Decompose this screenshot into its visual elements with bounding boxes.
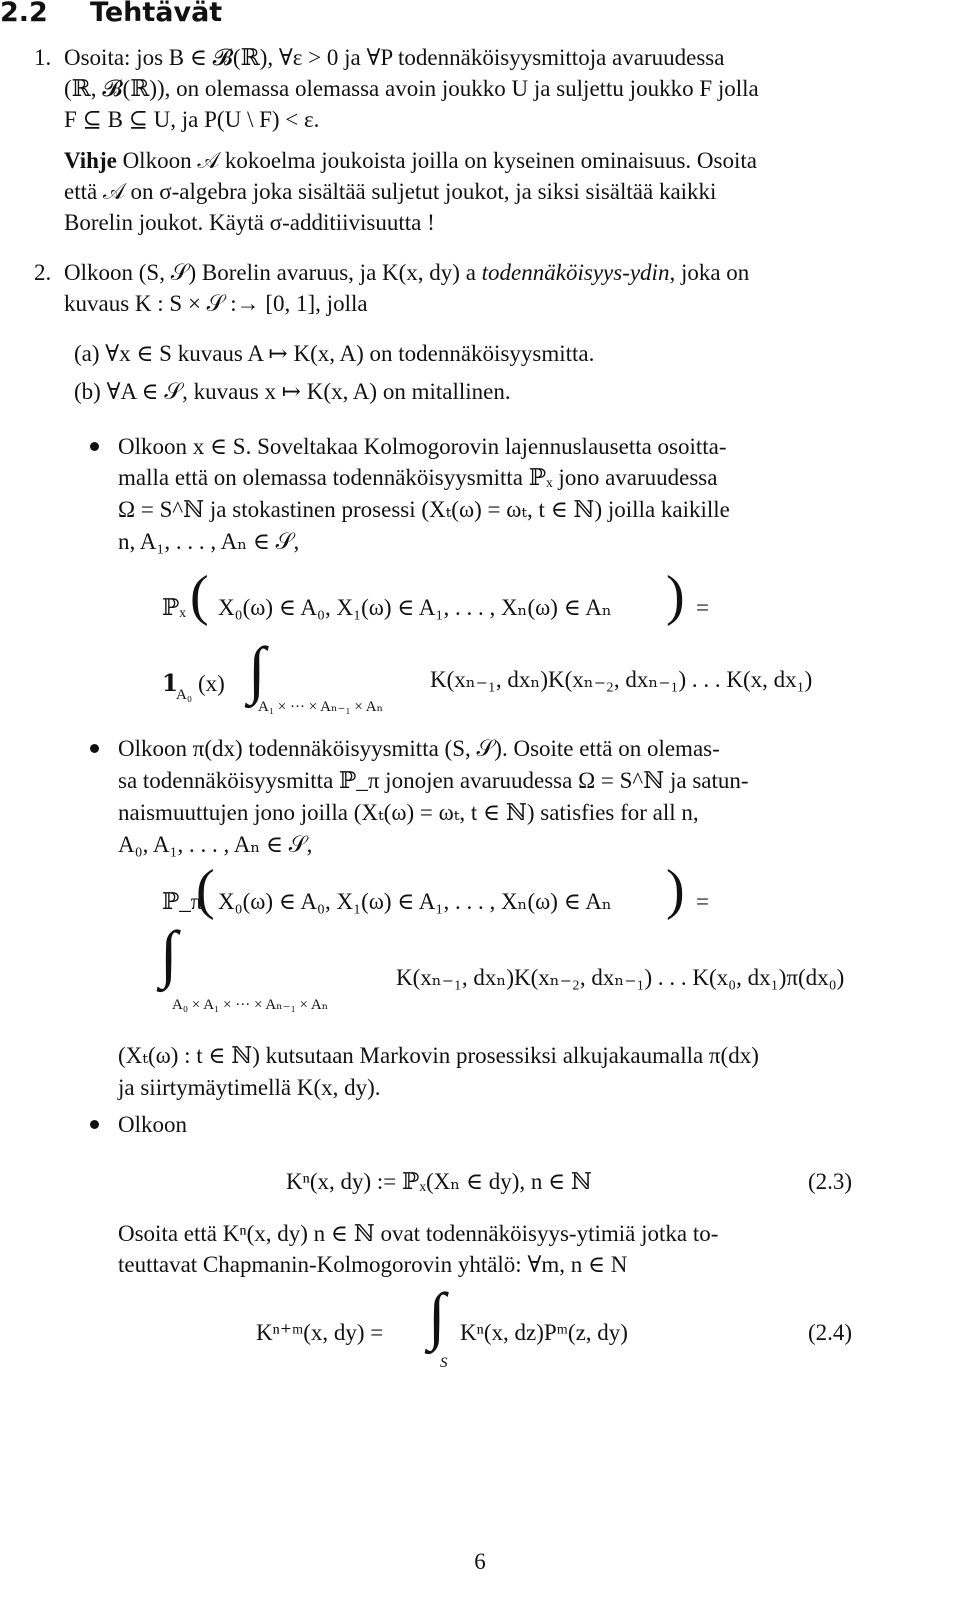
eq4-integral-domain: S xyxy=(440,1355,448,1371)
bullet2-line-1: Olkoon π(dx) todennäköisyysmitta (S, 𝒮). Osoite että on olemas- xyxy=(118,736,720,761)
eq2-equals: = xyxy=(696,889,709,914)
task1-hint-line-1 xyxy=(64,145,757,176)
task2-line-1 xyxy=(64,257,749,288)
section-number: 2.2 xyxy=(0,0,48,28)
eq2-right-paren: ) xyxy=(666,859,685,921)
eq2-integral-domain: A₀ × A₁ × ··· × Aₙ₋₁ × Aₙ xyxy=(172,997,329,1013)
markov-line-1: (Xₜ(ω) : t ∈ ℕ) kutsutaan Markovin prosessiksi alkujakaumalla π(dx) xyxy=(118,1043,759,1068)
markov-line-2: ja siirtymäytimellä K(x, dy). xyxy=(118,1075,381,1100)
bullet-3 xyxy=(90,1120,99,1129)
bullet1-line-1: Olkoon x ∈ S. Soveltakaa Kolmogorovin lajennuslausetta osoitta- xyxy=(118,434,727,459)
task2-item-b: (b) ∀A ∈ 𝒮, kuvaus x ↦ K(x, A) on mitallinen. xyxy=(74,379,511,404)
eq1-equals: = xyxy=(696,595,709,620)
eq1-indicator-arg: (x) xyxy=(198,671,225,696)
eq4-integral-sign: ∫ xyxy=(428,1280,446,1351)
eq2-integrand: K(xₙ₋₁, dxₙ)K(xₙ₋₂, dxₙ₋₁) . . . K(x₀, dx₁)π(dx₀) xyxy=(396,965,845,990)
task1-hint-line-3: Borelin joukot. Käytä σ-additiivisuutta ! xyxy=(64,210,435,235)
after-eq3-line-1: Osoita että Kⁿ(x, dy) n ∈ ℕ ovat todennäköisyys-ytimiä jotka to- xyxy=(118,1221,719,1246)
eq4-number: (2.4) xyxy=(808,1320,853,1345)
section-title: Tehtävät xyxy=(90,0,223,28)
bullet3-text: Olkoon xyxy=(118,1112,187,1137)
after-eq3-line-2: teuttavat Chapmanin-Kolmogorovin yhtälö: ∀m, n ∈ N xyxy=(118,1252,628,1277)
eq4-lhs: Kⁿ⁺ᵐ(x, dy) = xyxy=(256,1320,384,1345)
eq2-left-paren: ( xyxy=(196,859,215,921)
eq2-lhs-inner: X₀(ω) ∈ A₀, X₁(ω) ∈ A₁, . . . , Xₙ(ω) ∈ Aₙ xyxy=(218,889,612,914)
eq4-rhs: Kⁿ(x, dz)Pᵐ(z, dy) xyxy=(460,1320,628,1345)
hint-text-1: Olkoon 𝒜 kokoelma joukoista joilla on kyseinen ominaisuus. Osoita xyxy=(122,148,757,173)
page-number: 6 xyxy=(474,1549,486,1574)
task2-line-1-emphasis: todennäköisyys-ydin xyxy=(481,260,670,285)
task1-line-3: F ⊆ B ⊆ U, ja P(U \ F) < ε. xyxy=(64,107,320,132)
eq1-lhs-inner: X₀(ω) ∈ A₀, X₁(ω) ∈ A₁, . . . , Xₙ(ω) ∈ Aₙ xyxy=(218,595,612,620)
eq1-integrand: K(xₙ₋₁, dxₙ)K(xₙ₋₂, dxₙ₋₁) . . . K(x, dx₁) xyxy=(430,667,813,692)
bullet1-line-4: n, A₁, . . . , Aₙ ∈ 𝒮, xyxy=(118,529,300,554)
eq3-number: (2.3) xyxy=(808,1169,853,1194)
eq1-left-paren: ( xyxy=(190,565,209,627)
bullet1-line-2: malla että on olemassa todennäköisyysmitta ℙₓ jono avaruudessa xyxy=(118,465,718,490)
task1-number: 1. xyxy=(34,45,52,70)
eq1-lhs-prefix: ℙₓ xyxy=(162,595,186,620)
hint-label: Vihje xyxy=(64,148,117,173)
bullet2-line-2: sa todennäköisyysmitta ℙ_π jonojen avaruudessa Ω = S^ℕ ja satun- xyxy=(118,768,749,793)
eq1-right-paren: ) xyxy=(666,565,685,627)
task2-line-1-post: , joka on xyxy=(669,260,750,285)
section-heading xyxy=(0,0,222,30)
eq3: Kⁿ(x, dy) := ℙₓ(Xₙ ∈ dy), n ∈ ℕ xyxy=(286,1169,592,1194)
bullet-2 xyxy=(90,744,99,753)
task2-line-1-pre: Olkoon (S, 𝒮) Borelin avaruus, ja K(x, dy) a xyxy=(64,260,482,285)
eq1-integral-sign: ∫ xyxy=(248,634,266,705)
eq1-indicator: 𝟏 xyxy=(162,671,179,696)
task2-number: 2. xyxy=(34,260,52,285)
bullet-1 xyxy=(90,442,99,451)
eq1-indicator-sub: A₀ xyxy=(176,687,193,703)
bullet2-line-4: A₀, A₁, . . . , Aₙ ∈ 𝒮, xyxy=(118,832,313,857)
task1-hint-line-2: että 𝒜 on σ-algebra joka sisältää suljetut joukot, ja siksi sisältää kaikki xyxy=(64,179,717,204)
task1-line-1: Osoita: jos B ∈ 𝓑(ℝ), ∀ε > 0 ja ∀P todennäköisyysmittoja avaruudessa xyxy=(64,45,725,70)
task2-item-a: (a) ∀x ∈ S kuvaus A ↦ K(x, A) on todennäköisyysmitta. xyxy=(74,341,595,366)
task1-line-2: (ℝ, 𝓑(ℝ)), on olemassa olemassa avoin joukko U ja suljettu joukko F jolla xyxy=(64,76,759,101)
bullet1-line-3: Ω = S^ℕ ja stokastinen prosessi (Xₜ(ω) = ωₜ, t ∈ ℕ) joilla kaikille xyxy=(118,497,730,522)
task2-line-2: kuvaus K : S × 𝒮 :→ [0, 1], jolla xyxy=(64,291,368,316)
eq1-integral-domain: A₁ × ··· × Aₙ₋₁ × Aₙ xyxy=(258,699,384,715)
bullet2-line-3: naismuuttujen jono joilla (Xₜ(ω) = ωₜ, t ∈ ℕ) satisfies for all n, xyxy=(118,800,699,825)
eq2-integral-sign: ∫ xyxy=(160,918,178,989)
eq2-lhs-prefix: ℙ_π xyxy=(162,889,203,914)
